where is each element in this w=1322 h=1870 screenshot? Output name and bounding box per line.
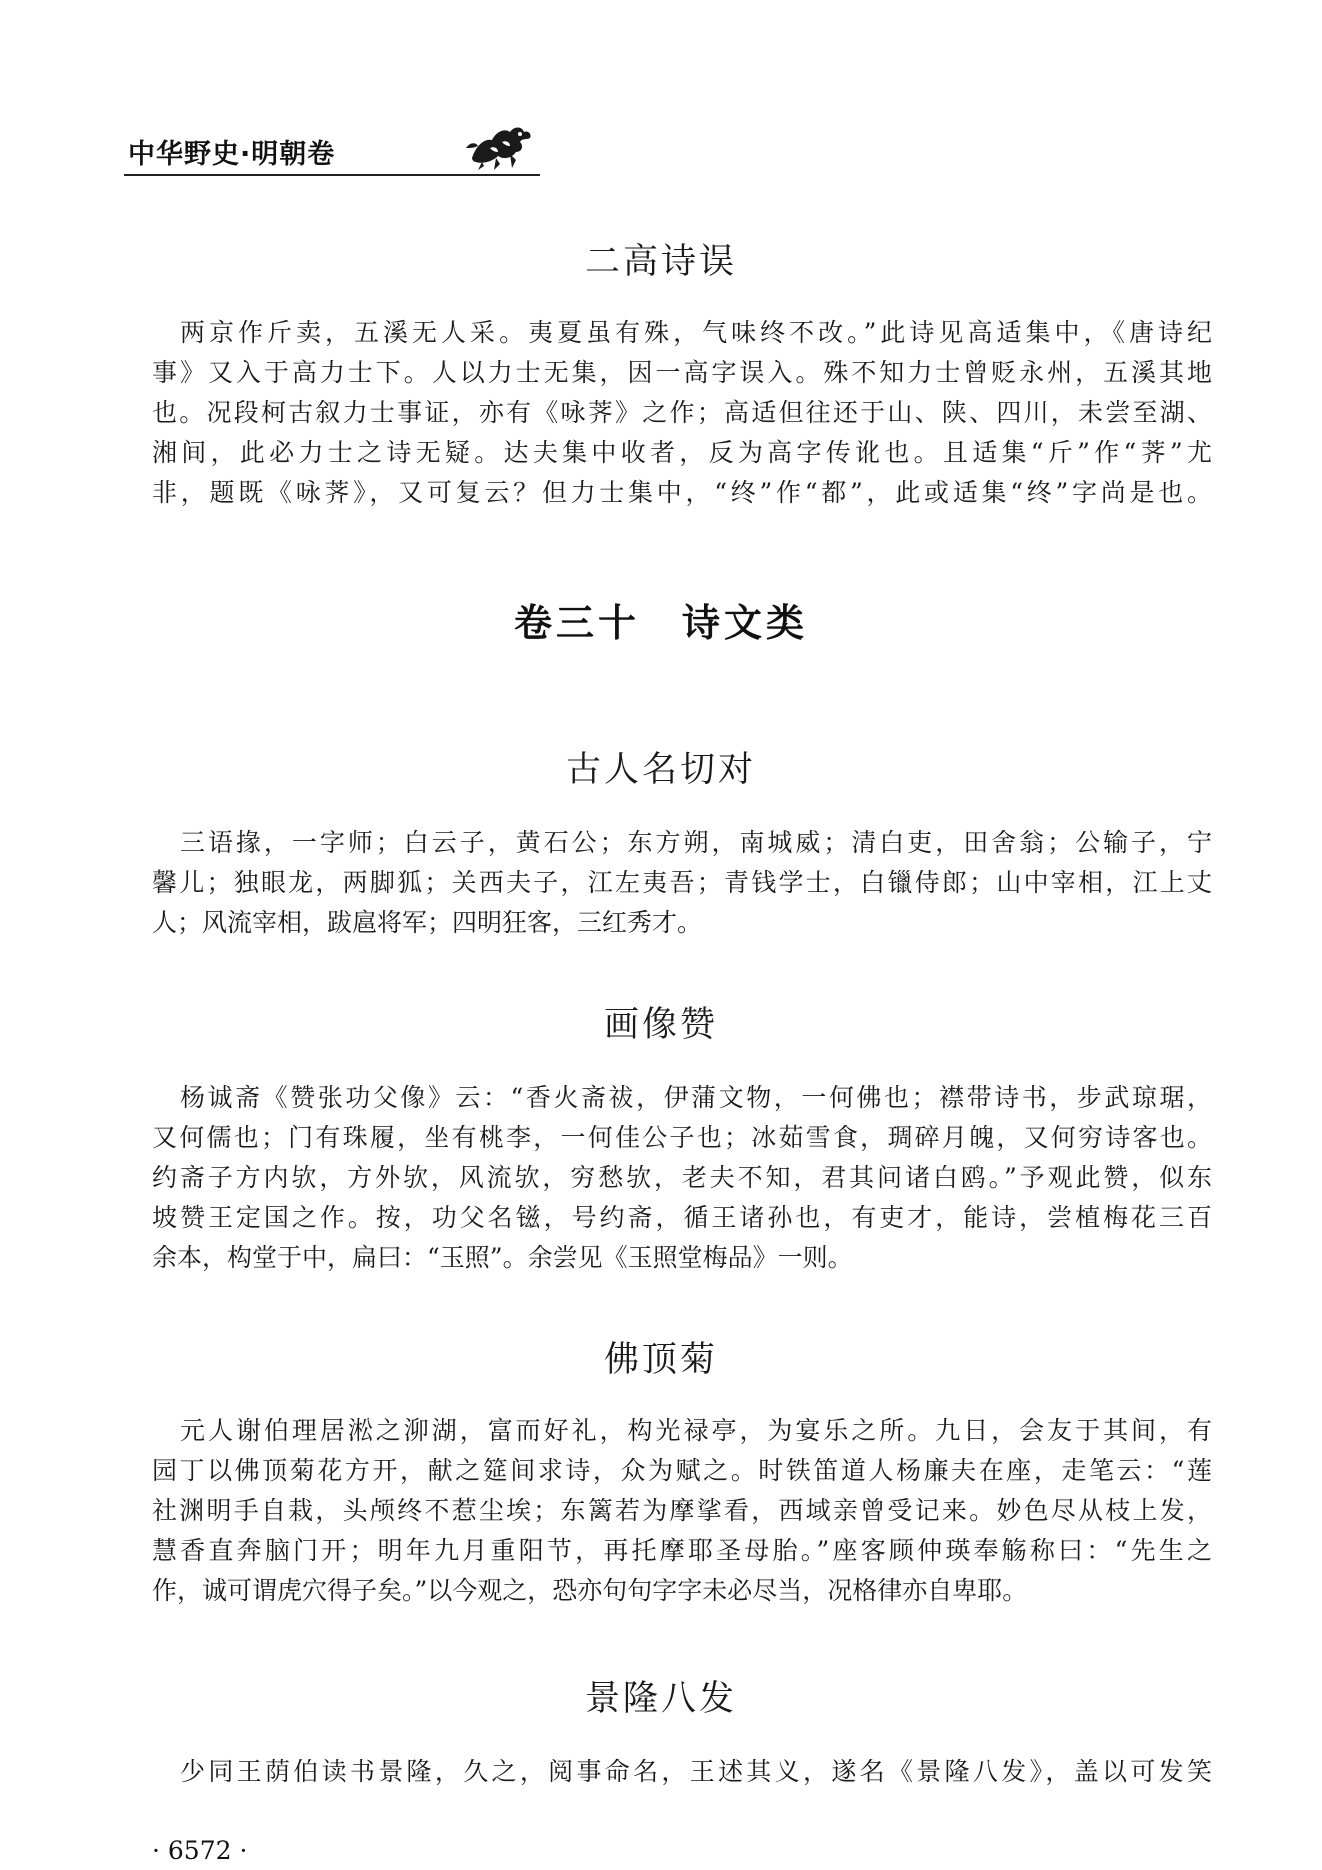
text-line: 社渊明手自栽，头颅终不惹尘埃；东篱若为摩挲看，西域亲曾受记来。妙色尽从枝上发， <box>152 1496 1212 1525</box>
text-line: 人；风流宰相，跋扈将军；四明狂客，三红秀才。 <box>152 908 703 937</box>
section-body <box>152 1411 1212 1611</box>
header-rule <box>124 174 540 176</box>
text-line: 三语掾，一字师；白云子，黄石公；东方朔，南城威；清白吏，田舍翁；公输子，宁 <box>180 828 1212 857</box>
text-line: 少同王荫伯读书景隆，久之，阅事命名，王述其义，遂名《景隆八发》，盖以可发笑 <box>180 1757 1212 1786</box>
text-line: 杨诚斋《赞张功父像》云：“香火斋祓，伊蒲文物，一何佛也；襟带诗书，步武琼琚， <box>180 1083 1212 1112</box>
section-body <box>152 1078 1212 1278</box>
section-body <box>152 1752 1212 1792</box>
text-line: 坡赞王定国之作。按，功父名镃，号约斋，循王诸孙也，有吏才，能诗，尝植梅花三百 <box>152 1203 1212 1232</box>
book-title: 中华野史·明朝卷 <box>128 139 336 170</box>
text-line: 事》又入于高力士下。人以力士无集，因一高字误入。殊不知力士曾贬永州，五溪其地 <box>152 358 1212 387</box>
text-line: 约斋子方内欤，方外欤，风流欤，穷愁欤，老夫不知，君其问诸白鸥。”予观此赞，似东 <box>152 1163 1212 1192</box>
section-title: 二高诗误 <box>584 242 737 282</box>
text-line: 馨儿；独眼龙，两脚狐；关西夫子，江左夷吾；青钱学士，白镴侍郎；山中宰相，江上丈 <box>152 868 1212 897</box>
text-line: 余本，构堂于中，扁曰：“玉照”。余尝见《玉照堂梅品》一则。 <box>152 1243 853 1272</box>
text-line: 湘间，此必力士之诗无疑。达夫集中收者，反为高字传讹也。且适集“斤”作“荠”尤 <box>152 438 1212 467</box>
section-title: 景隆八发 <box>584 1679 737 1719</box>
text-line: 又何儒也；门有珠履，坐有桃李，一何佳公子也；冰茹雪食，琱碎月魄，又何穷诗客也。 <box>152 1123 1212 1152</box>
section-body <box>152 313 1212 513</box>
text-line: 元人谢伯理居淞之泖湖，富而好礼，构光禄亭，为宴乐之所。九日，会友于其间，有 <box>180 1416 1212 1445</box>
page-number: · 6572 · <box>152 1836 248 1865</box>
chapter-title: 卷三十 诗文类 <box>513 601 808 645</box>
text-line: 非，题既《咏荠》，又可复云？但力士集中，“终”作“都”，此或适集“终”字尚是也。 <box>152 478 1212 507</box>
section-body <box>152 823 1212 943</box>
text-line: 作，诚可谓虎穴得子矣。”以今观之，恐亦句句字字未必尽当，况格律亦自卑耶。 <box>152 1576 1028 1605</box>
running-header <box>124 118 540 178</box>
text-line: 园丁以佛顶菊花方开，献之筵间求诗，众为赋之。时铁笛道人杨廉夫在座，走笔云：“莲 <box>152 1456 1212 1485</box>
text-line: 慧香直奔脑门开；明年九月重阳节，再托摩耶圣母胎。”座客顾仲瑛奉觞称曰：“先生之 <box>152 1536 1212 1565</box>
text-line: 两京作斤卖，五溪无人采。夷夏虽有殊，气味终不改。”此诗见高适集中，《唐诗纪 <box>180 318 1212 347</box>
text-line: 也。况段柯古叙力士事证，亦有《咏荠》之作；高适但往还于山、陕、四川，未尝至湖、 <box>152 398 1212 427</box>
dragon-emblem-icon <box>462 118 536 172</box>
section-title: 画像赞 <box>603 1005 718 1045</box>
section-title: 古人名切对 <box>565 750 756 790</box>
section-title: 佛顶菊 <box>603 1340 718 1380</box>
